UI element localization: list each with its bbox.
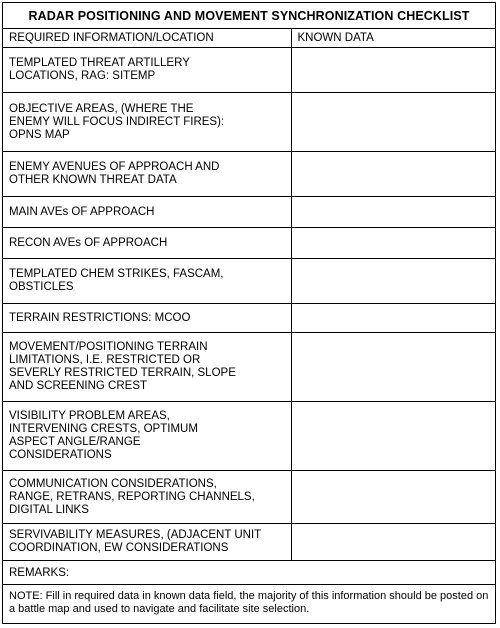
column-header-known: KNOWN DATA — [291, 29, 495, 48]
known-data-cell[interactable] — [291, 93, 495, 152]
row-label: COMMUNICATION CONSIDERATIONS, RANGE, RETRANS, REPORTING CHANNELS, DIGITAL LINKS — [3, 471, 291, 524]
row-label: TEMPLATED THREAT ARTILLERY LOCATIONS, RAG: SITEMP — [3, 48, 291, 93]
table-row — [3, 48, 495, 93]
table-row — [3, 304, 495, 333]
known-data-cell[interactable] — [291, 304, 495, 333]
known-data-cell[interactable] — [291, 471, 495, 524]
remarks-field[interactable]: REMARKS: — [3, 561, 495, 585]
known-data-cell[interactable] — [291, 197, 495, 228]
known-data-cell[interactable] — [291, 259, 495, 304]
row-label: MOVEMENT/POSITIONING TERRAIN LIMITATIONS, I.E. RESTRICTED OR SEVERLY RESTRICTED TERRAIN, SLOPE AND SCREENING CREST — [3, 333, 291, 402]
header-row — [3, 29, 495, 48]
checklist-table — [3, 29, 495, 561]
checklist-form — [2, 2, 496, 624]
known-data-cell[interactable] — [291, 48, 495, 93]
row-label: TERRAIN RESTRICTIONS: MCOO — [3, 304, 291, 333]
table-row — [3, 471, 495, 524]
known-data-cell[interactable] — [291, 152, 495, 197]
table-row — [3, 402, 495, 471]
table-row — [3, 259, 495, 304]
row-label: SERVIVABILITY MEASURES, (ADJACENT UNIT COORDINATION, EW CONSIDERATIONS — [3, 524, 291, 561]
table-row — [3, 524, 495, 561]
row-label: TEMPLATED CHEM STRIKES, FASCAM, OBSTICLES — [3, 259, 291, 304]
known-data-cell[interactable] — [291, 524, 495, 561]
row-label: ENEMY AVENUES OF APPROACH AND OTHER KNOWN THREAT DATA — [3, 152, 291, 197]
form-title: RADAR POSITIONING AND MOVEMENT SYNCHRONIZATION CHECKLIST — [3, 3, 495, 29]
known-data-cell[interactable] — [291, 228, 495, 259]
row-label: OBJECTIVE AREAS, (WHERE THE ENEMY WILL FOCUS INDIRECT FIRES): OPNS MAP — [3, 93, 291, 152]
row-label: RECON AVEs OF APPROACH — [3, 228, 291, 259]
table-row — [3, 197, 495, 228]
table-row — [3, 333, 495, 402]
row-label: MAIN AVEs OF APPROACH — [3, 197, 291, 228]
row-label: VISIBILITY PROBLEM AREAS, INTERVENING CRESTS, OPTIMUM ASPECT ANGLE/RANGE CONSIDERATIONS — [3, 402, 291, 471]
note-text: NOTE: Fill in required data in known data field, the majority of this information should be posted on a battle map and used to navigate and facilitate site selection. — [9, 590, 489, 615]
known-data-cell[interactable] — [291, 333, 495, 402]
table-row — [3, 228, 495, 259]
table-row — [3, 152, 495, 197]
column-header-required: REQUIRED INFORMATION/LOCATION — [3, 29, 291, 48]
known-data-cell[interactable] — [291, 402, 495, 471]
table-row — [3, 93, 495, 152]
